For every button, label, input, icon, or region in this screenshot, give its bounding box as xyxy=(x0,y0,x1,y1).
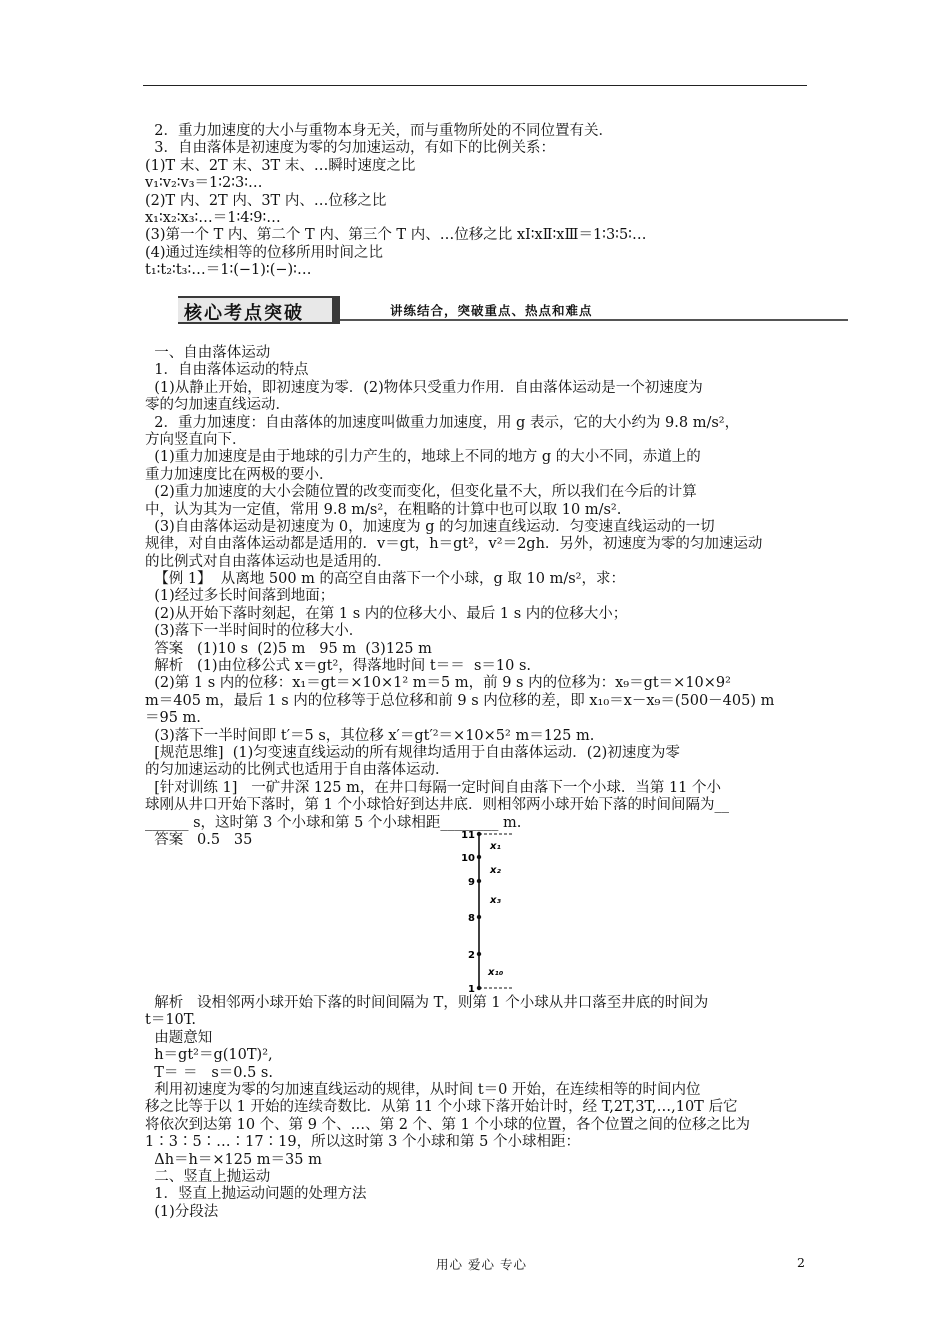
text-line: 答案 (1)10 s (2)5 m 95 m (3)125 m xyxy=(145,640,432,657)
text-line: 将依次到达第 10 个、第 9 个、…、第 2 个、第 1 个小球的位置，各个位置之间的位移之比为 xyxy=(145,1116,750,1133)
text-line: x₁∶x₂∶x₃∶…＝1∶4∶9∶… xyxy=(145,209,281,226)
text-line: 3．自由落体是初速度为零的匀加速运动，有如下的比例关系： xyxy=(145,140,555,157)
text-line: (1)T 末、2T 末、3T 末、…瞬时速度之比 xyxy=(145,157,416,174)
ball-dot-1 xyxy=(477,986,481,990)
text-line: 解析 (1)由位移公式 x＝gt²，得落地时间 t＝＝ s＝10 s. xyxy=(145,658,531,675)
text-line: 一、自由落体运动 xyxy=(145,345,271,361)
interval-label-x1: x₁ xyxy=(490,841,501,852)
interval-label-x3: x₃ xyxy=(490,895,501,906)
text-line: [针对训练 1] 一矿井深 125 m，在井口每隔一定时间自由落下一个小球．当第 11 个小 xyxy=(145,779,722,796)
text-line: ______ s，这时第 3 个小球和第 5 个小球相距________ m. xyxy=(145,814,522,831)
text-line: Δh＝h＝×125 m＝35 m xyxy=(145,1151,322,1168)
text-line: 的匀加速运动的比例式也适用于自由落体运动． xyxy=(145,762,450,779)
ball-label-8: 8 xyxy=(468,913,475,924)
text-line: 2．重力加速度的大小与重物本身无关，而与重物所处的不同位置有关． xyxy=(145,123,613,139)
ball-label-9: 9 xyxy=(468,877,475,888)
solution-paragraphs xyxy=(145,995,810,1221)
text-line: [规范思维] (1)匀变速直线运动的所有规律均适用于自由落体运动．(2)初速度为零 xyxy=(145,744,680,761)
text-line: 1．自由落体运动的特点 xyxy=(145,362,309,379)
text-line: 1∶3∶5∶…∶17∶19，所以这时第 3 个小球和第 5 个小球相距： xyxy=(145,1134,580,1151)
text-line: ＝95 m. xyxy=(145,710,201,727)
top-paragraphs xyxy=(145,123,810,280)
ball-dot-8 xyxy=(477,915,481,919)
text-line: (1)经过多长时间落到地面； xyxy=(145,588,335,605)
text-line: t＝10T. xyxy=(145,1012,196,1029)
text-line: (1)分段法 xyxy=(145,1203,219,1220)
header-rule xyxy=(143,85,807,86)
text-line: h＝gt²＝g(10T)², xyxy=(145,1047,273,1064)
text-line: 答案 0.5 35 xyxy=(145,831,253,848)
ball-label-11: 11 xyxy=(461,830,475,841)
interval-label-x10: x₁₀ xyxy=(488,967,504,978)
ball-dot-11 xyxy=(477,832,481,836)
page-number: 2 xyxy=(797,1255,805,1270)
text-line: 由题意知 xyxy=(145,1029,213,1046)
text-line: t₁∶t₂∶t₃∶…＝1∶(−1)∶(−)∶… xyxy=(145,262,312,279)
main-paragraphs xyxy=(145,345,810,849)
text-line: (2)重力加速度的大小会随位置的改变而变化，但变化量不大，所以我们在今后的计算 xyxy=(145,484,697,501)
ball-label-1: 1 xyxy=(468,984,475,995)
ball-label-2: 2 xyxy=(468,950,475,961)
text-line: 1．竖直上抛运动问题的处理方法 xyxy=(145,1186,367,1203)
text-line: (3)自由落体运动是初速度为 0，加速度为 g 的匀加速直线运动．匀变速直线运动的一切 xyxy=(145,518,715,535)
text-line: (2)第 1 s 内的位移：x₁＝gt＝×10×1² m＝5 m，前 9 s 内的位移为：x₉＝gt＝×10×9² xyxy=(145,675,731,692)
text-line: (1)重力加速度是由于地球的引力产生的，地球上不同的地方 g 的大小不同，赤道上的 xyxy=(145,449,701,466)
text-line: (3)落下一半时间时的位移大小． xyxy=(145,623,364,640)
text-line: 球刚从井口开始下落时，第 1 个小球恰好到达井底．则相邻两小球开始下落的时间间隔为__ xyxy=(145,797,729,814)
text-line: (3)落下一半时间即 t′＝5 s，其位移 x′＝gt′²＝×10×5² m＝125 m. xyxy=(145,727,595,744)
text-line: 方向竖直向下． xyxy=(145,431,247,448)
text-line: 二、竖直上抛运动 xyxy=(145,1168,271,1185)
banner-title: 核心考点突破 xyxy=(184,303,304,324)
footer-motto: 用心 爱心 专心 xyxy=(436,1257,527,1272)
text-line: (1)从静止开始，即初速度为零．(2)物体只受重力作用．自由落体运动是一个初速度为 xyxy=(145,379,703,396)
text-line: (2)从开始下落时刻起，在第 1 s 内的位移大小、最后 1 s 内的位移大小； xyxy=(145,605,628,622)
ball-dot-9 xyxy=(477,879,481,883)
well-diagram xyxy=(455,826,535,996)
text-line: m＝405 m，最后 1 s 内的位移等于总位移和前 9 s 内位移的差，即 x₁₀＝x－x₉＝(500－405) m xyxy=(145,692,775,709)
text-line: 2．重力加速度：自由落体的加速度叫做重力加速度，用 g 表示，它的大小约为 9.8 m/s²， xyxy=(145,414,740,431)
text-line: T＝ ＝ s＝0.5 s. xyxy=(145,1064,273,1081)
text-line: 【例 1】 从离地 500 m 的高空自由落下一个小球，g 取 10 m/s²，求： xyxy=(145,571,625,588)
text-line: 中，认为其为一定值，常用 9.8 m/s²，在粗略的计算中也可以取 10 m/s². xyxy=(145,501,622,518)
text-line: 零的匀加速直线运动． xyxy=(145,397,290,414)
banner-rule xyxy=(340,319,848,321)
text-line: 重力加速度比在两极的要小． xyxy=(145,466,334,483)
interval-label-x2: x₂ xyxy=(490,865,501,876)
ball-dot-2 xyxy=(477,952,481,956)
text-line: 解析 设相邻两小球开始下落的时间间隔为 T，则第 1 个小球从井口落至井底的时间为 xyxy=(145,995,709,1011)
text-line: 移之比等于以 1 开始的连续奇数比．从第 11 个小球下落开始计时，经 T,2T,3T,…,10T 后它 xyxy=(145,1099,738,1116)
text-line: 规律，对自由落体运动都是适用的．v＝gt，h＝gt²，v²＝2gh．另外，初速度为零的匀加速运动 xyxy=(145,536,763,553)
text-line: 的比例式对自由落体运动也是适用的． xyxy=(145,553,392,570)
text-line: 利用初速度为零的匀加速直线运动的规律，从时间 t＝0 开始，在连续相等的时间内位 xyxy=(145,1081,701,1098)
ball-label-10: 10 xyxy=(461,853,475,864)
text-line: v₁∶v₂∶v₃＝1∶2∶3∶… xyxy=(145,175,263,192)
banner-subtitle: 讲练结合，突破重点、热点和难点 xyxy=(390,303,593,318)
section-banner xyxy=(178,296,848,326)
text-line: (4)通过连续相等的位移所用时间之比 xyxy=(145,244,384,261)
text-line: (2)T 内、2T 内、3T 内、…位移之比 xyxy=(145,192,387,209)
text-line: (3)第一个 T 内、第二个 T 内、第三个 T 内、…位移之比 xⅠ∶xⅡ∶xⅢ＝1∶3∶5∶… xyxy=(145,227,647,244)
ball-dot-10 xyxy=(477,855,481,859)
